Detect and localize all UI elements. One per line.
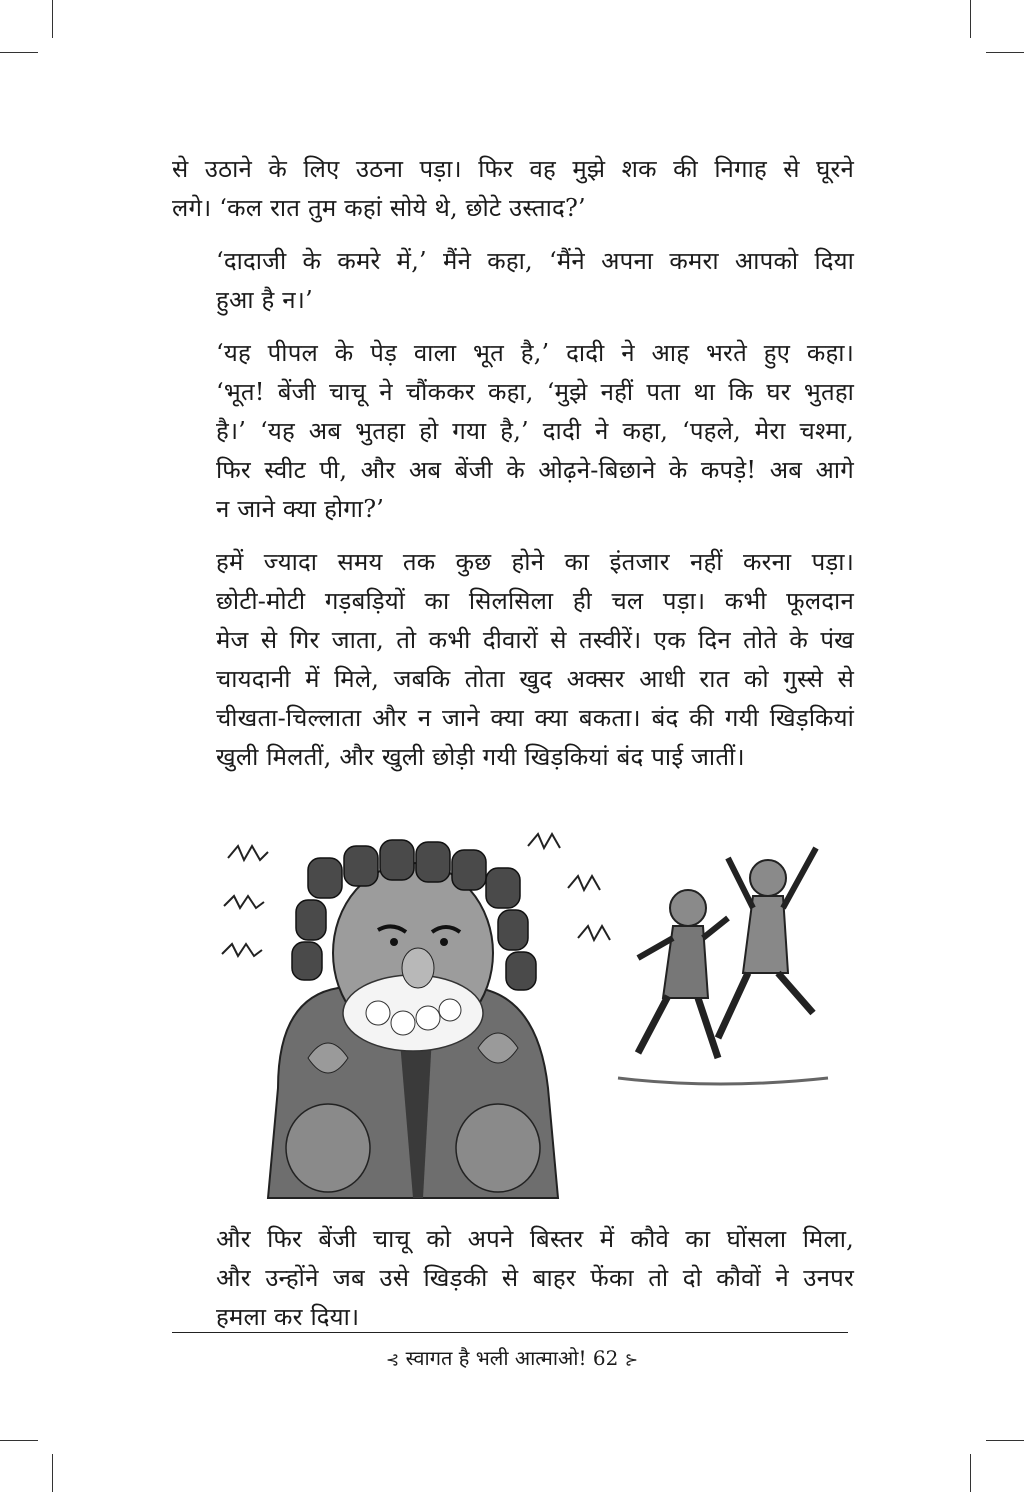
footer-rule xyxy=(172,1332,848,1333)
running-boys xyxy=(638,848,816,1058)
paragraph xyxy=(172,1220,854,1337)
paragraph xyxy=(172,543,854,777)
text-line: ‘यह पीपल के पेड़ वाला भूत है,’ दादी ने आह भरते हुए कहा। xyxy=(216,339,854,367)
crop-mark xyxy=(970,1454,971,1492)
text-line: ‘भूत! बेंजी चाचू ने चौंककर कहा, ‘मुझे नहीं पता था कि घर भुतहा xyxy=(216,378,854,406)
text-line: चायदानी में मिले, जबकि तोता खुद अक्सर आधी रात को गुस्से से xyxy=(216,665,854,693)
text-line: है।’ ‘यह अब भुतहा हो गया है,’ दादी ने कहा, ‘पहले, मेरा चश्मा, xyxy=(216,417,854,445)
footer-text: स्वागत है भली आत्माओ! 62 xyxy=(405,1346,619,1370)
text-line: और उन्होंने जब उसे खिड़की से बाहर फेंका तो दो कौवों ने उनपर xyxy=(216,1264,854,1292)
anger-squiggles-right xyxy=(528,834,610,940)
text-line: हुआ है न।’ xyxy=(216,286,313,314)
grandmother-figure xyxy=(268,840,558,1198)
anger-squiggles-left xyxy=(222,846,268,956)
text-line: छोटी-मोटी गड़बड़ियों का सिलसिला ही चल पड़ा। कभी फूलदान xyxy=(216,587,854,615)
body-text xyxy=(172,150,854,791)
text-line: खुली मिलतीं, और खुली छोड़ी गयी खिड़कियां बंद पाई जातीं। xyxy=(216,743,745,771)
footer-ornament-left: ⊰ xyxy=(385,1350,400,1369)
ground-shadow xyxy=(618,1078,828,1084)
paragraph xyxy=(172,334,854,529)
crop-mark xyxy=(52,0,53,38)
crop-mark xyxy=(970,0,971,38)
text-line: से उठाने के लिए उठना पड़ा। फिर वह मुझे शक की निगाह से घूरने xyxy=(172,155,854,183)
text-line: न जाने क्या होगा?’ xyxy=(216,495,385,523)
illustration xyxy=(218,828,830,1206)
text-line: फिर स्वीट पी, और अब बेंजी के ओढ़ने-बिछाने के कपड़े! अब आगे xyxy=(216,456,854,484)
text-line: हमें ज्यादा समय तक कुछ होने का इंतजार नहीं करना पड़ा। xyxy=(216,548,854,576)
crop-mark xyxy=(52,1454,53,1492)
text-line: लगे। ‘कल रात तुम कहां सोये थे, छोटे उस्ताद?’ xyxy=(172,194,586,222)
page-footer xyxy=(0,1344,1024,1371)
text-line: मेज से गिर जाता, तो कभी दीवारों से तस्वीरें। एक दिन तोते के पंख xyxy=(216,626,854,654)
text-line: चीखता-चिल्लाता और न जाने क्या क्या बकता। बंद की गयी खिड़कियां xyxy=(216,704,854,732)
crop-mark xyxy=(986,52,1024,53)
text-line: ‘दादाजी के कमरे में,’ मैंने कहा, ‘मैंने अपना कमरा आपको दिया xyxy=(216,247,854,275)
crop-mark xyxy=(986,1440,1024,1441)
crop-mark xyxy=(0,52,38,53)
paragraph xyxy=(172,150,854,228)
footer-ornament-right: ⊱ xyxy=(624,1350,639,1369)
text-line: और फिर बेंजी चाचू को अपने बिस्तर में कौवे का घोंसला मिला, xyxy=(216,1225,854,1253)
paragraph xyxy=(172,242,854,320)
crop-mark xyxy=(0,1440,38,1441)
text-line: हमला कर दिया। xyxy=(216,1303,360,1331)
